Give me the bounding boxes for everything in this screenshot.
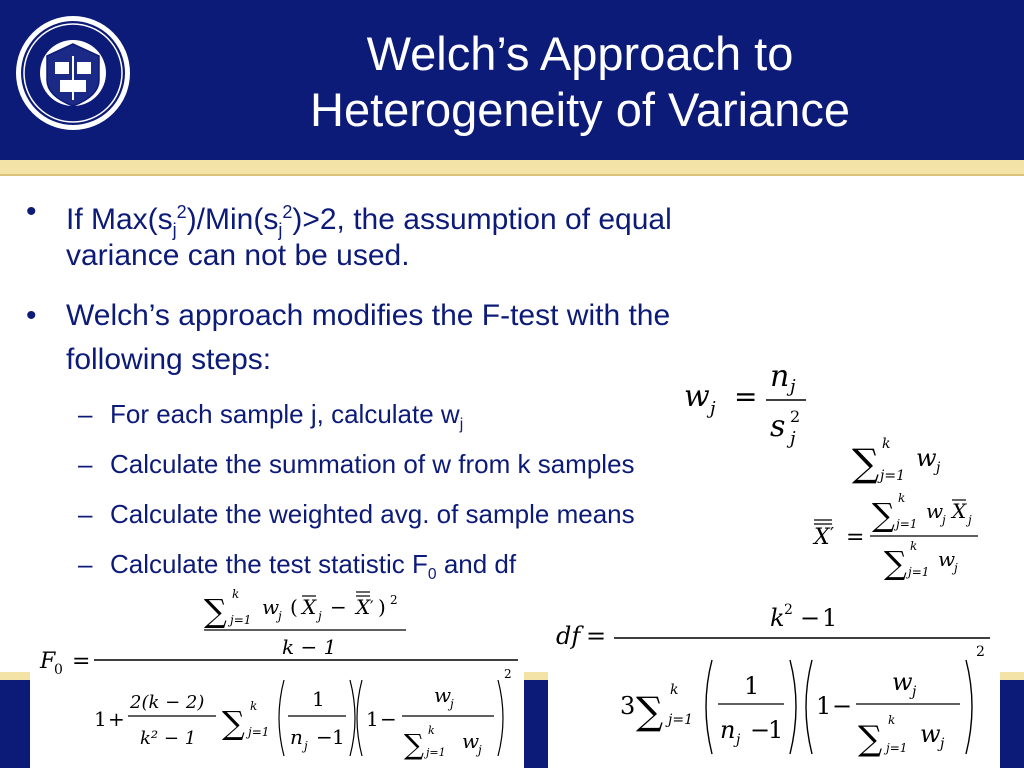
svg-text:j: j <box>736 732 741 748</box>
svg-text:−: − <box>316 725 333 749</box>
svg-text:j=1: j=1 <box>668 712 693 728</box>
formula-sum-w <box>848 432 958 488</box>
svg-text:j=1: j=1 <box>908 565 930 579</box>
svg-text:s: s <box>770 409 786 444</box>
svg-text:=: = <box>734 380 758 413</box>
svg-text:−: − <box>750 716 771 744</box>
svg-text:w: w <box>434 683 452 707</box>
svg-text:w: w <box>920 720 941 748</box>
svg-text:1: 1 <box>816 692 832 720</box>
svg-text:+: + <box>108 707 125 731</box>
svg-text:j: j <box>942 513 946 527</box>
svg-text:−: − <box>832 692 853 720</box>
svg-text:w: w <box>684 379 710 414</box>
svg-text:j: j <box>450 697 454 711</box>
svg-text:1: 1 <box>822 604 838 632</box>
svg-text:j: j <box>940 736 945 752</box>
svg-text:k: k <box>232 587 240 601</box>
formula-df <box>548 592 1000 768</box>
title-line-2: Heterogeneity of Variance <box>310 83 850 136</box>
svg-text:n: n <box>770 359 790 394</box>
svg-text:X: X <box>302 595 317 619</box>
svg-text:n: n <box>720 716 736 744</box>
svg-text:2(k − 2): 2(k − 2) <box>130 692 205 713</box>
bullet-marker: • <box>26 299 37 332</box>
step-dash: – <box>78 549 93 579</box>
formula-f0 <box>30 584 524 768</box>
svg-text:k: k <box>770 604 785 632</box>
step-dash: – <box>78 449 93 479</box>
svg-text:j: j <box>968 513 972 527</box>
svg-text:): ) <box>378 595 386 619</box>
svg-text:∑: ∑ <box>404 728 424 761</box>
svg-text:=: = <box>846 525 865 550</box>
svg-text:w: w <box>916 444 937 472</box>
svg-text:j: j <box>278 609 282 623</box>
svg-text:∑: ∑ <box>852 441 880 485</box>
svg-text:j: j <box>912 684 917 700</box>
formula-weighted-mean <box>808 488 984 582</box>
svg-text:2: 2 <box>504 667 512 681</box>
bullet-2-line-2: following steps: <box>66 343 272 376</box>
title-line-1: Welch’s Approach to <box>366 27 794 80</box>
svg-text:k: k <box>250 699 258 713</box>
svg-text:2: 2 <box>390 593 398 607</box>
svg-text:j: j <box>954 561 958 575</box>
svg-text:k: k <box>888 713 896 727</box>
svg-text:2: 2 <box>976 644 985 660</box>
svg-text:k: k <box>898 491 906 505</box>
svg-text:∑: ∑ <box>872 496 895 534</box>
step-3: Calculate the weighted avg. of sample means <box>110 499 635 529</box>
svg-text:∑: ∑ <box>204 592 227 630</box>
svg-text:w: w <box>892 668 913 696</box>
svg-text:j: j <box>710 398 716 419</box>
svg-text:j: j <box>304 739 308 753</box>
svg-text:df: df <box>556 622 581 650</box>
svg-text:n: n <box>290 725 303 749</box>
svg-text:=: = <box>72 649 91 674</box>
svg-text:1: 1 <box>312 687 325 711</box>
svg-text:w: w <box>938 547 956 571</box>
bullet-1-line-2: variance can not be used. <box>66 239 410 272</box>
svg-text:w: w <box>926 499 944 523</box>
svg-text:j: j <box>790 428 796 449</box>
bullet-marker: • <box>26 195 37 228</box>
svg-text:k: k <box>670 682 679 698</box>
svg-text:∑: ∑ <box>222 704 245 742</box>
step-4: Calculate the test statistic $F_0$ and df <box>110 549 517 584</box>
step-dash: – <box>78 499 93 529</box>
bullet-1-line-1: If $Max(s_j^2)/Min(s_j^2)>2$, the assumption of equal <box>66 202 672 240</box>
svg-text:j: j <box>790 376 796 397</box>
svg-text:k − 1: k − 1 <box>282 635 337 659</box>
svg-text:j=1: j=1 <box>886 741 908 755</box>
svg-text:∑: ∑ <box>858 719 883 759</box>
svg-text:1: 1 <box>332 725 345 749</box>
step-dash: – <box>78 399 93 429</box>
svg-text:X: X <box>814 525 830 550</box>
svg-text:−: − <box>380 707 397 731</box>
svg-text:j=1: j=1 <box>880 468 905 484</box>
svg-text:j=1: j=1 <box>230 613 252 627</box>
svg-text:w: w <box>462 729 480 753</box>
formula-weight <box>676 356 816 452</box>
svg-text:j=1: j=1 <box>426 746 446 759</box>
svg-text:1: 1 <box>768 716 784 744</box>
svg-text:3: 3 <box>620 692 636 720</box>
svg-text:∑: ∑ <box>636 689 664 733</box>
svg-text:X: X <box>952 499 967 523</box>
svg-text:k: k <box>882 436 891 452</box>
svg-text:(: ( <box>290 595 298 619</box>
step-2: Calculate the summation of w from k samples <box>110 449 635 479</box>
bullet-2-line-1: Welch’s approach modifies the F-test with the <box>66 299 671 332</box>
svg-text:−: − <box>800 604 821 632</box>
svg-text:w: w <box>262 595 280 619</box>
svg-text:j=1: j=1 <box>248 725 270 739</box>
svg-text:k: k <box>428 724 435 737</box>
svg-text:F: F <box>40 649 56 674</box>
svg-text:j: j <box>936 460 941 476</box>
svg-text:0: 0 <box>54 662 63 678</box>
svg-text:k: k <box>910 539 918 553</box>
svg-text:j=1: j=1 <box>896 517 918 531</box>
step-1: For each sample j, calculate $w_j$ <box>110 399 464 434</box>
svg-text:1: 1 <box>94 707 107 731</box>
svg-text:X: X <box>356 595 371 619</box>
svg-text:′: ′ <box>370 597 374 616</box>
svg-text:j: j <box>318 609 322 623</box>
svg-text:′: ′ <box>830 524 835 545</box>
svg-text:−: − <box>330 595 347 619</box>
svg-text:j: j <box>478 743 482 757</box>
svg-text:1: 1 <box>366 707 379 731</box>
svg-text:2: 2 <box>790 407 801 426</box>
svg-text:1: 1 <box>744 672 760 700</box>
svg-text:=: = <box>586 622 607 650</box>
svg-text:k² − 1: k² − 1 <box>140 728 197 749</box>
svg-text:∑: ∑ <box>884 544 907 582</box>
svg-text:2: 2 <box>784 602 793 618</box>
